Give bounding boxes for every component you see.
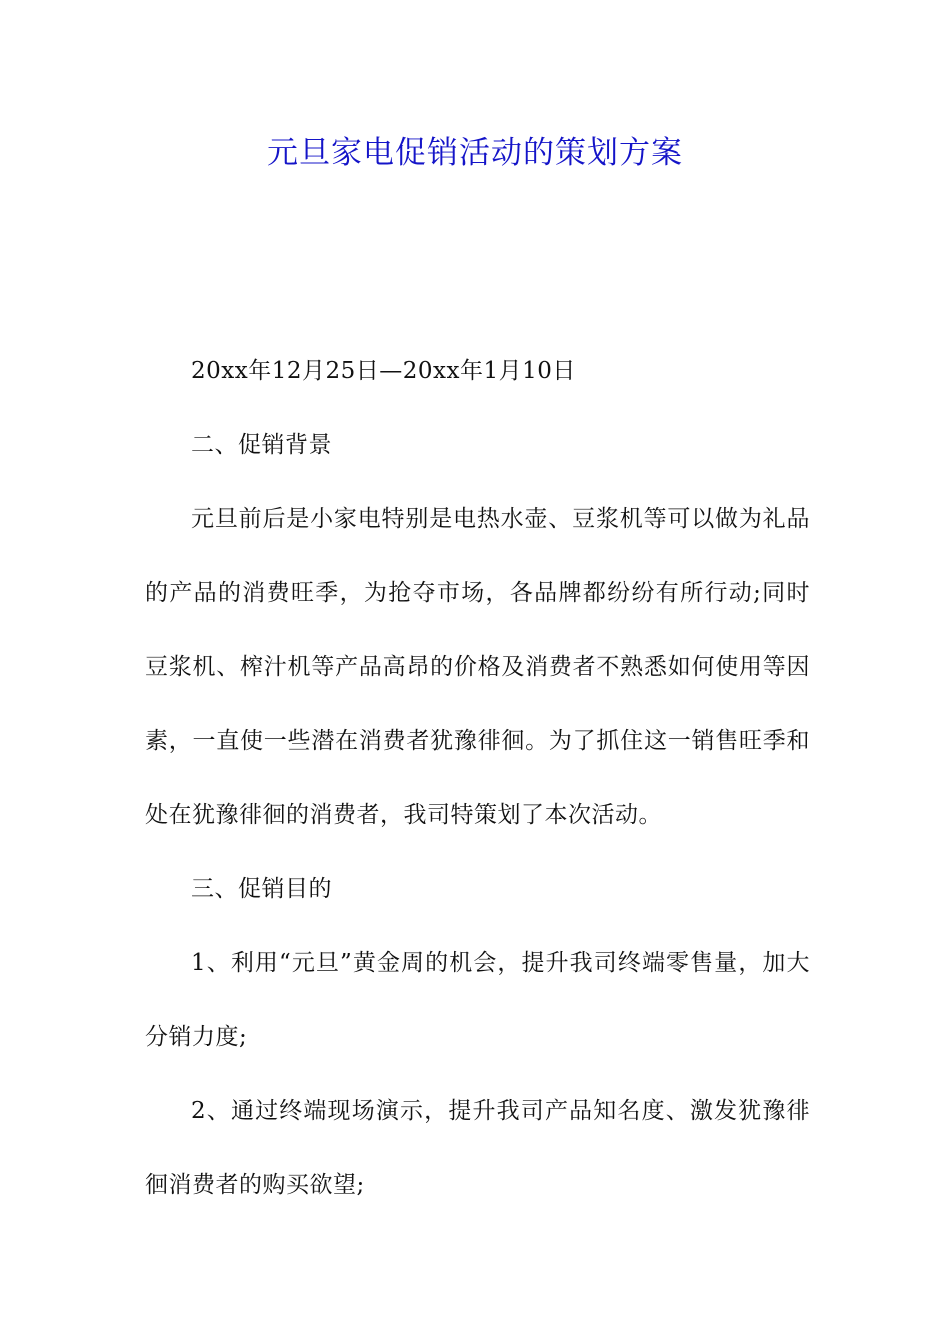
purpose-item-1: 1、利用“元旦”黄金周的机会，提升我司终端零售量，加大分销力度; (145, 950, 810, 1050)
background-paragraph: 元旦前后是小家电特别是电热水壶、豆浆机等可以做为礼品的产品的消费旺季，为抢夺市场，各品牌都纷纷有所行动;同时豆浆机、榨汁机等产品高昂的价格及消费者不熟悉如何使用等因素，一直使一些潜在消费者犹豫徘徊。为了抓住这一销售旺季和处在犹豫徘徊的消费者，我司特策划了本次活动。 (145, 506, 810, 828)
section-heading-background: 二、促销背景 (191, 432, 332, 458)
date-range-paragraph: 20xx年12月25日—20xx年1月10日 (191, 358, 576, 384)
document-title: 元旦家电促销活动的策划方案 (267, 135, 683, 171)
section-heading-purpose: 三、促销目的 (191, 876, 332, 902)
document-body (145, 334, 810, 1222)
purpose-item-2: 2、通过终端现场演示，提升我司产品知名度、激发犹豫徘徊消费者的购买欲望; (145, 1098, 810, 1198)
